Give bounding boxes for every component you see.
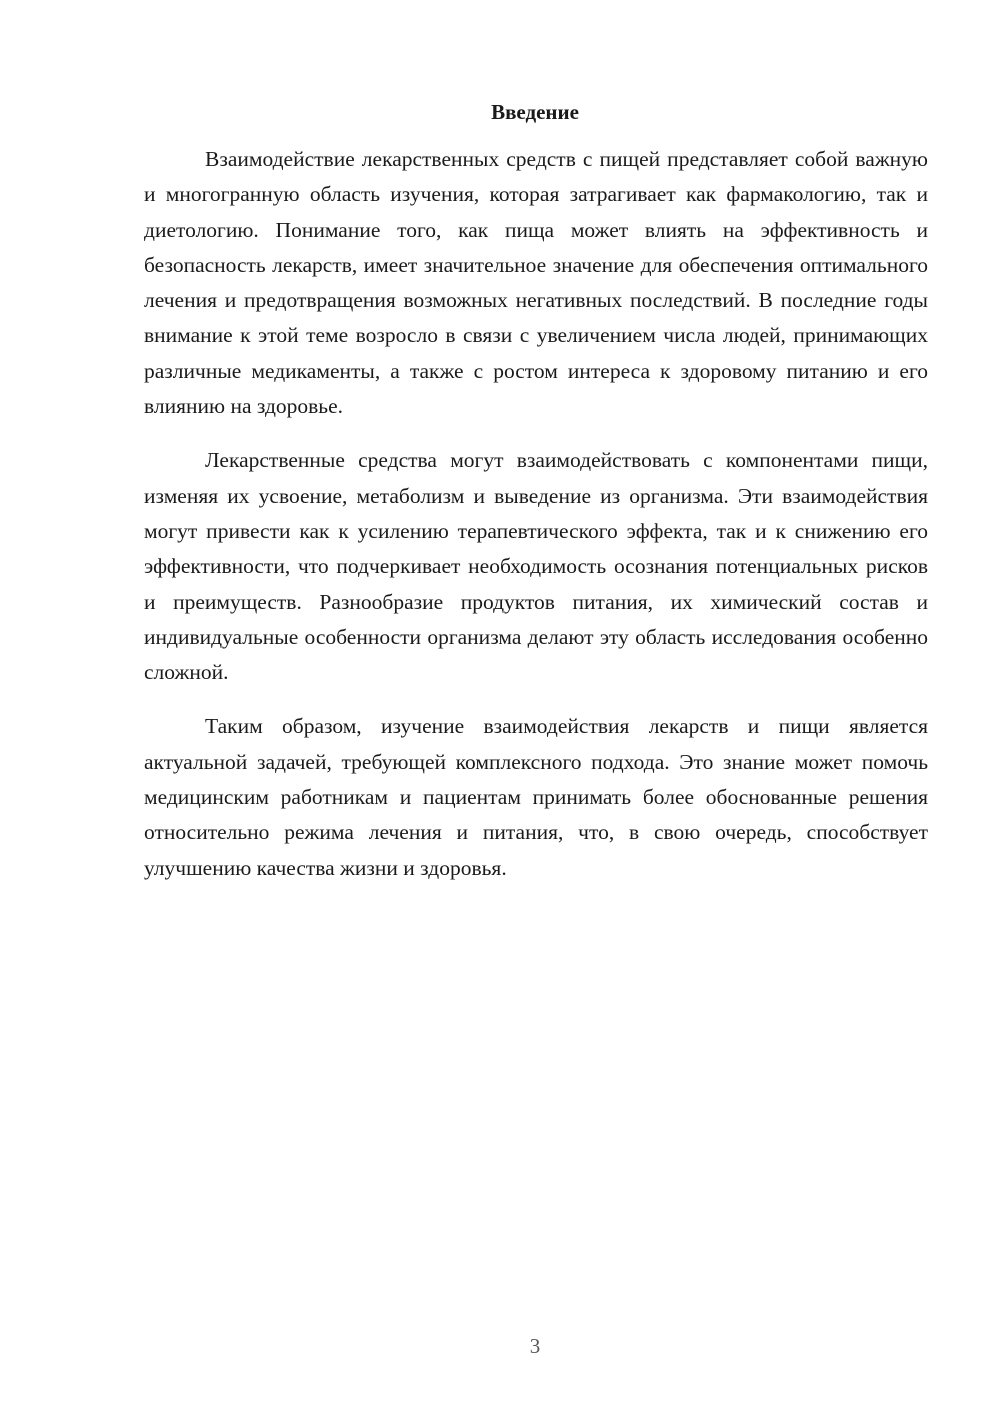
paragraph-3: Таким образом, изучение взаимодействия лекарств и пищи является актуальной задачей, требующей комплексного подхода. Это знание может помочь медицинским работникам и пациентам принимать более обоснованные решения относительно режима лечения и питания, что, в свою очередь, способствует улучшению качества жизни и здоровья. [144,714,928,880]
page-number: 3 [529,1334,541,1358]
body-text [144,142,928,905]
section-heading: Введение [491,100,579,124]
paragraph-1: Взаимодействие лекарственных средств с пищей представляет собой важную и многогранную область изучения, которая затрагивает как фармакологию, так и диетологию. Понимание того, как пища может влиять на эффективность и безопасность лекарств, имеет значительное значение для обеспечения оптимального лечения и предотвращения возможных негативных последствий. В последние годы внимание к этой теме возросло в связи с увеличением числа людей, принимающих различные медикаменты, а также с ростом интереса к здоровому питанию и его влиянию на здоровье. [144,147,928,419]
paragraph-2: Лекарственные средства могут взаимодействовать с компонентами пищи, изменяя их усвоение, метаболизм и выведение из организма. Эти взаимодействия могут привести как к усилению терапевтического эффекта, так и к снижению его эффективности, что подчеркивает необходимость осознания потенциальных рисков и преимуществ. Разнообразие продуктов питания, их химический состав и индивидуальные особенности организма делают эту область исследования особенно сложной. [144,448,928,685]
